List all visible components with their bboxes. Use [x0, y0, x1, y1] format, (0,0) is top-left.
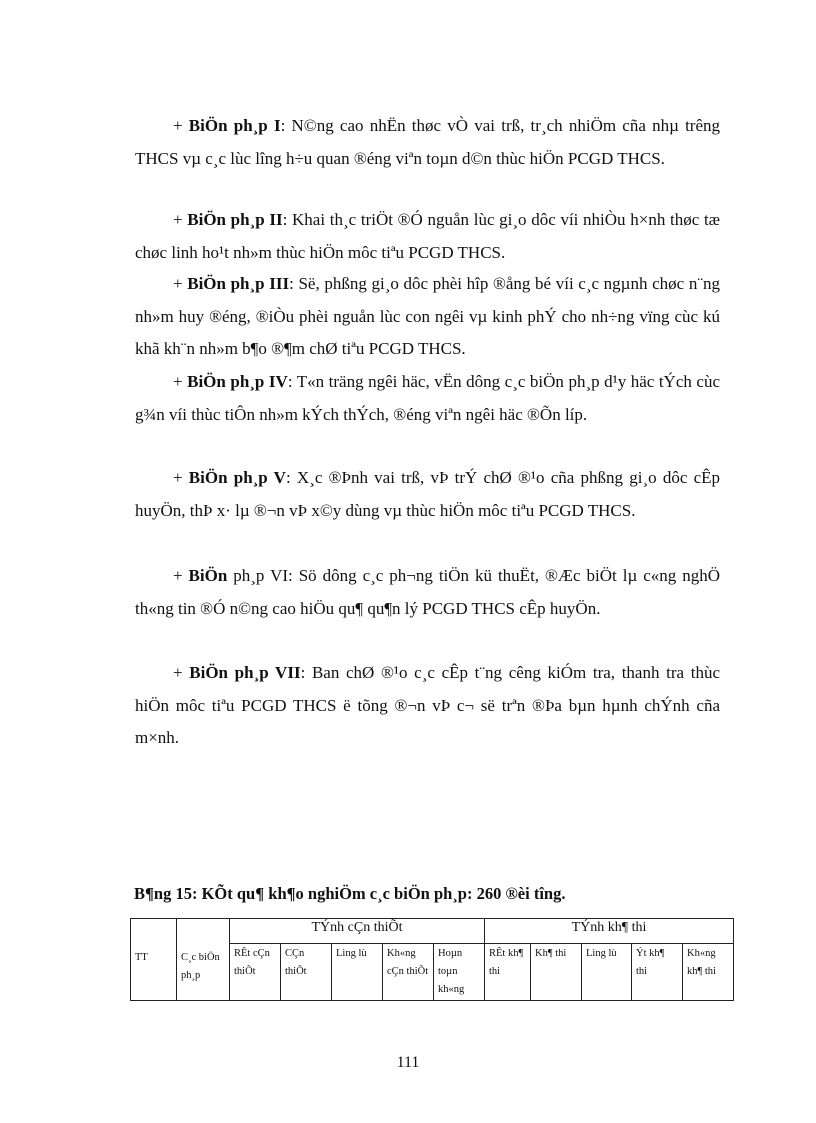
paragraph-measure-4: + BiÖn ph¸p IV: T«n träng ngêi häc, vËn dông c¸c biÖn ph¸p d¹y häc tÝch cùc g¾n víi thùc tiÔn nh»m kÝch thÝch, ®éng viªn ngêi häc ®Õn líp. — [135, 372, 720, 424]
measure-label: BiÖn ph¸p II — [187, 210, 283, 229]
paragraph-measure-6: + BiÖn ph¸p VI: Sö dông c¸c ph¬ng tiÖn kü thuËt, ®Æc biÖt lµ c«ng nghÖ th«ng tin ®Ó n©ng cao hiÖu qu¶ qu¶n lý PCGD THCS cÊp huyÖn. — [135, 566, 720, 618]
header-feasibility: TÝnh kh¶ thi — [485, 919, 734, 944]
table-caption: B¶ng 15: KÕt qu¶ kh¶o nghiÖm c¸c biÖn ph¸p: 260 ®èi tîng. — [134, 884, 566, 903]
measure-label: BiÖn — [188, 566, 228, 585]
header-tt: TT — [131, 919, 177, 1001]
header-cell: Ýt kh¶ thi — [632, 944, 683, 1001]
header-cell: Hoµn toµn kh«ng — [434, 944, 485, 1001]
header-cell: RÊt kh¶ thi — [485, 944, 531, 1001]
header-cell: Kh«ng cÇn thiÕt — [383, 944, 434, 1001]
measure-label: BiÖn ph¸p VII — [189, 663, 301, 682]
header-cell: Kh¶ thi — [531, 944, 582, 1001]
header-cell: Lìng lù — [332, 944, 383, 1001]
header-measures: C¸c biÖn ph¸p — [177, 919, 230, 1001]
header-necessity: TÝnh cÇn thiÕt — [230, 919, 485, 944]
paragraph-measure-7: + BiÖn ph¸p VII: Ban chØ ®¹o c¸c cÊp t¨ng cêng kiÓm tra, thanh tra thùc hiÖn môc tiªu PCGD THCS ë tõng ®¬n vÞ c¬ së trªn ®Þa bµn hµnh chÝnh cña m×nh. — [135, 663, 721, 747]
paragraph-measure-5: + BiÖn ph¸p V: X¸c ®Þnh vai trß, vÞ trÝ chØ ®¹o cña phßng gi¸o dôc cÊp huyÖn, thÞ x· lµ ®¬n vÞ x©y dùng vµ thùc hiÖn môc tiªu PCGD THCS. — [135, 468, 720, 520]
header-cell: CÇn thiÕt — [281, 944, 332, 1001]
header-cell: Lìng lù — [582, 944, 632, 1001]
measure-label: BiÖn ph¸p I — [188, 116, 281, 135]
page-number: 111 — [396, 1054, 420, 1071]
table-header-row — [131, 919, 734, 944]
paragraph-measure-2: + BiÖn ph¸p II: Khai th¸c triÖt ®Ó nguån lùc gi¸o dôc víi nhiÒu h×nh thøc tæ chøc linh ho¹t nh»m thùc hiÖn môc tiªu PCGD THCS. — [135, 210, 721, 262]
measure-label: BiÖn ph¸p III — [187, 274, 290, 293]
measure-label: BiÖn ph¸p IV — [187, 372, 288, 391]
paragraph-measure-3: + BiÖn ph¸p III: Së, phßng gi¸o dôc phèi hîp ®ång bé víi c¸c ngµnh chøc n¨ng nh»m huy ®éng, ®iÒu phèi nguån lùc con ngêi vµ kinh phÝ cho nh÷ng vïng cùc kú khã kh¨n nh»m b¶o ®¶m chØ tiªu PCGD THCS. — [135, 274, 720, 358]
header-cell: Kh«ng kh¶ thi — [683, 944, 734, 1001]
header-cell: RÊt cÇn thiÕt — [230, 944, 281, 1001]
survey-table — [130, 918, 734, 1001]
paragraph-measure-1: + BiÖn ph¸p I: N©ng cao nhËn thøc vÒ vai trß, tr¸ch nhiÖm cña nhµ trêng THCS vµ c¸c lùc lîng h÷u quan ®éng viªn toµn d©n thùc hiÖn PCGD THCS. — [135, 116, 720, 168]
measure-label: BiÖn ph¸p V — [188, 468, 286, 487]
